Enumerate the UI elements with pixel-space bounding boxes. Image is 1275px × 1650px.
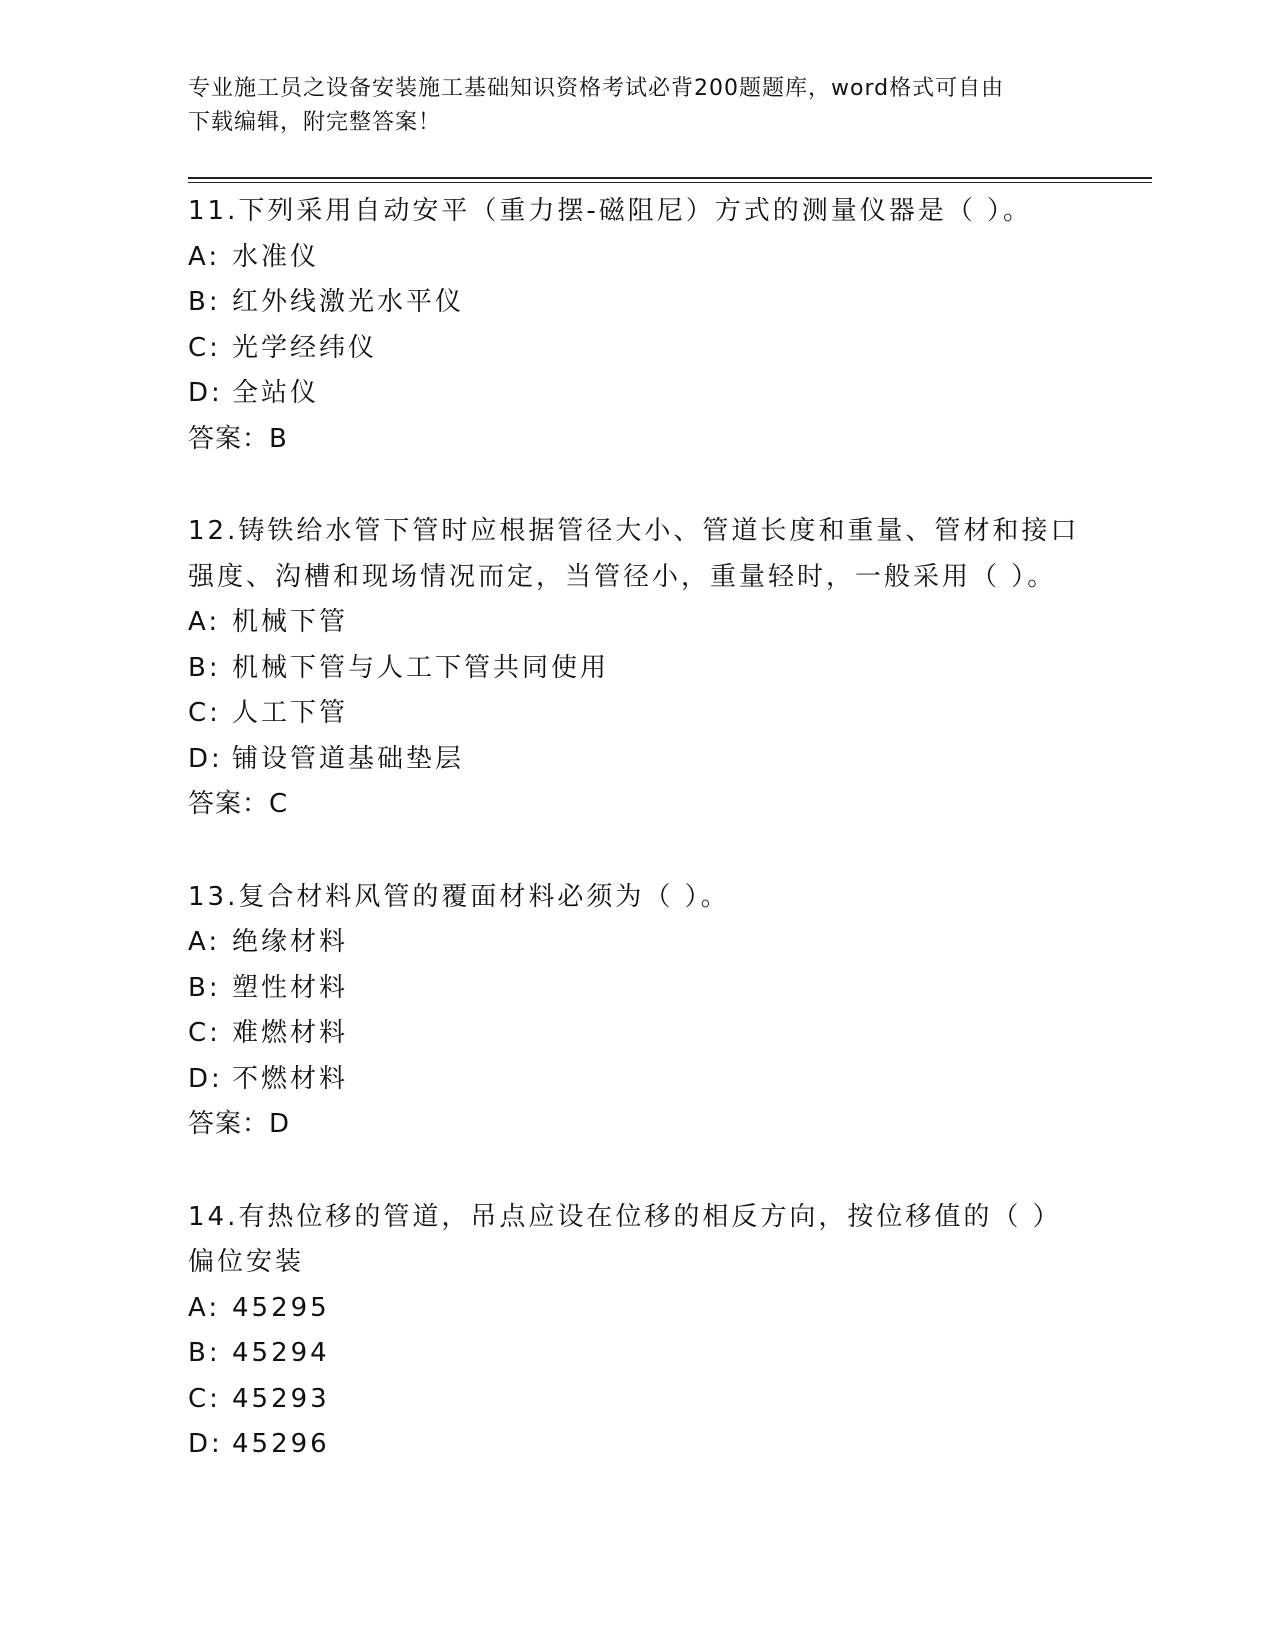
option-text: 绝缘材料	[232, 927, 349, 957]
option-a	[188, 235, 1108, 281]
option-text: 不燃材料	[232, 1063, 349, 1094]
option-label: D:	[188, 1429, 223, 1459]
option-d	[188, 371, 1108, 417]
question-block	[188, 509, 1108, 828]
option-label: A:	[188, 1292, 221, 1323]
question-stem: 12.铸铁给水管下管时应根据管径大小、管道长度和重量、管材和接口	[188, 516, 1080, 546]
option-text: 全站仪	[232, 378, 320, 408]
spacer	[188, 1148, 1108, 1195]
question-stem: 11.下列采用自动安平（重力摆-磁阻尼）方式的测量仪器是（ ）。	[188, 196, 1032, 226]
option-text: 难燃材料	[232, 1018, 349, 1048]
option-label: B:	[188, 1338, 221, 1368]
question-block	[188, 189, 1108, 462]
option-label: A:	[188, 927, 221, 957]
answer-line: 答案：C	[188, 789, 289, 819]
question-stem-continued: 强度、沟槽和现场情况而定，当管径小，重量轻时，一般采用（ ）。	[188, 561, 1057, 592]
option-label: C:	[188, 1383, 221, 1414]
answer-line: 答案：D	[188, 1109, 291, 1139]
option-d	[188, 737, 1108, 783]
option-c	[188, 691, 1108, 737]
option-text: 红外线激光水平仪	[232, 287, 465, 317]
option-a	[188, 1286, 1108, 1332]
option-label: C:	[188, 1018, 221, 1048]
option-d	[188, 1422, 1108, 1468]
option-text: 光学经纬仪	[232, 332, 378, 363]
option-a	[188, 600, 1108, 646]
option-a	[188, 920, 1108, 966]
document-header	[188, 72, 1088, 140]
question-stem-continued: 偏位安装	[188, 1247, 305, 1277]
option-label: D:	[188, 743, 223, 774]
answer-line: 答案：B	[188, 423, 288, 454]
option-c	[188, 1377, 1108, 1423]
question-stem: 14.有热位移的管道，吊点应设在位移的相反方向，按位移值的（ ）	[188, 1201, 1062, 1232]
header-divider-bottom	[188, 182, 1152, 183]
option-b	[188, 966, 1108, 1012]
option-text: 铺设管道基础垫层	[232, 743, 465, 774]
option-label: C:	[188, 698, 221, 728]
option-label: A:	[188, 241, 221, 272]
option-label: D:	[188, 378, 223, 408]
spacer	[188, 828, 1108, 875]
option-label: A:	[188, 607, 221, 637]
header-divider-top	[188, 177, 1152, 179]
option-b	[188, 280, 1108, 326]
option-label: B:	[188, 287, 221, 317]
header-line-2: 下载编辑，附完整答案！	[188, 110, 442, 135]
option-text: 人工下管	[232, 698, 349, 728]
option-text: 45296	[232, 1429, 330, 1459]
option-text: 塑性材料	[232, 972, 349, 1003]
question-block	[188, 1195, 1108, 1468]
question-list	[188, 189, 1108, 1468]
header-line-1: 专业施工员之设备安装施工基础知识资格考试必背200题题库，word格式可自由	[188, 76, 1005, 101]
option-label: C:	[188, 332, 221, 363]
option-c	[188, 326, 1108, 372]
option-b	[188, 646, 1108, 692]
option-text: 机械下管与人工下管共同使用	[232, 652, 610, 683]
option-text: 45294	[232, 1338, 330, 1368]
option-text: 水准仪	[232, 241, 320, 272]
option-label: D:	[188, 1063, 223, 1094]
option-d	[188, 1057, 1108, 1103]
spacer	[188, 462, 1108, 509]
option-text: 45293	[232, 1383, 330, 1414]
option-text: 机械下管	[232, 607, 349, 637]
question-block	[188, 875, 1108, 1148]
question-stem: 13.复合材料风管的覆面材料必须为（ ）。	[188, 881, 730, 912]
option-text: 45295	[232, 1292, 330, 1323]
option-b	[188, 1331, 1108, 1377]
option-label: B:	[188, 652, 221, 683]
option-label: B:	[188, 972, 221, 1003]
option-c	[188, 1011, 1108, 1057]
